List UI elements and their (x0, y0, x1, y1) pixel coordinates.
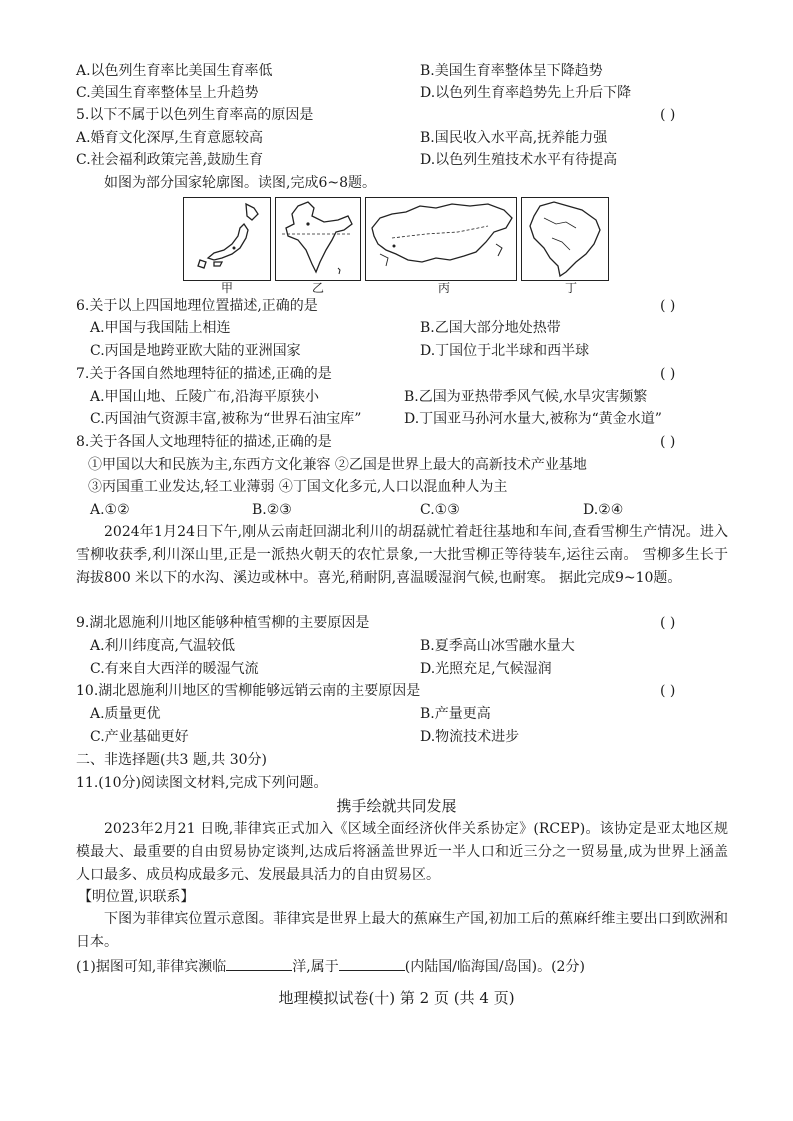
map-yi-india (275, 197, 361, 281)
q6-stem: 6.关于以上四国地理位置描述,正确的是 (76, 298, 318, 314)
q10-option-d: D.物流技术进步 (420, 729, 520, 745)
q7-option-b: B.乙国为亚热带季风气候,水旱灾害频繁 (404, 389, 648, 405)
q11-paragraph-2: 下图为菲律宾位置示意图。菲律宾是世界上最大的蕉麻生产国,初加工后的蕉麻纤维主要出口到欧洲和日本。 (76, 911, 728, 950)
q9-option-d: D.光照充足,气候湿润 (420, 661, 552, 677)
q5-option-a: A.婚育文化深厚,生育意愿较高 (76, 130, 264, 146)
q10-answer-paren: ( ) (660, 683, 676, 699)
q8-answer-paren: ( ) (660, 434, 676, 450)
map-jia-japan (183, 197, 271, 281)
q11-subquestion-1 (76, 958, 585, 976)
q8-option-d: D.②④ (583, 502, 624, 518)
intro-6-8: 如图为部分国家轮廓图。读图,完成6~8题。 (104, 175, 376, 191)
q6-option-a: A.甲国与我国陆上相连 (90, 320, 231, 336)
q6-option-d: D.丁国位于北半球和西半球 (420, 343, 590, 359)
q7-option-d: D.丁国亚马孙河水量大,被称为“黄金水道” (404, 411, 662, 427)
map-label-bing: 丙 (438, 281, 451, 295)
q9-stem: 9.湖北恩施利川地区能够种植雪柳的主要原因是 (76, 615, 370, 631)
q9-option-c: C.有来自大西洋的暖湿气流 (90, 661, 259, 677)
map-label-jia: 甲 (221, 281, 234, 295)
q11-sq1-text-b: 洋,属于 (292, 959, 339, 975)
q5-option-c: C.社会福利政策完善,鼓励生育 (76, 152, 264, 168)
q7-option-a: A.甲国山地、丘陵广布,沿海平原狭小 (90, 389, 320, 405)
q8-statements-1-2: ①甲国以大和民族为主,东西方文化兼容 ②乙国是世界上最大的高新技术产业基地 (88, 457, 587, 473)
section-2-heading: 二、非选择题(共3 题,共 30分) (76, 752, 267, 768)
q5-stem: 5.以下不属于以色列生育率高的原因是 (76, 107, 314, 123)
q7-answer-paren: ( ) (660, 366, 676, 382)
q5-answer-paren: ( ) (660, 107, 676, 123)
q11-sq1-text-a: (1)据图可知,菲律宾濒临 (76, 959, 227, 975)
q8-option-c: C.①③ (420, 502, 460, 518)
map-label-ding: 丁 (565, 281, 578, 295)
q7-stem: 7.关于各国自然地理特征的描述,正确的是 (76, 366, 332, 382)
q11-sq1-text-c: (内陆国/临海国/岛国)。(2分) (404, 959, 585, 975)
map-bing-russia (365, 197, 517, 281)
q4-option-a: A.以色列生育率比美国生育率低 (76, 63, 273, 79)
q11-subheading: 【明位置,识联系】 (78, 889, 195, 905)
q6-answer-paren: ( ) (660, 298, 676, 314)
passage-9-10: 2024年1月24日下午,刚从云南赶回湖北利川的胡磊就忙着赶往基地和车间,查看雪柳生产情况。进入雪柳收获季,利川深山里,正是一派热火朝天的农忙景象,一大批雪柳正等待装车,运往云南。 雪柳多生长于海拔800 米以下的水沟、溪边或林中。喜光,稍耐阴,喜温暖湿润气候,也耐寒。 据此完成9~10题。 (76, 524, 728, 586)
q9-option-b: B.夏季高山冰雪融水量大 (420, 638, 575, 654)
q11-paragraph-1: 2023年2月21 日晚,菲律宾正式加入《区域全面经济伙伴关系协定》(RCEP)。该协定是亚太地区规模最大、最重要的自由贸易协定谈判,达成后将涵盖世界近一半人口和近三分之一贸易量,成为世界上涵盖人口最多、成员构成最多元、发展最具活力的自由贸易区。 (76, 821, 728, 883)
q8-option-a: A.①② (90, 502, 130, 518)
country-outline-maps (183, 197, 609, 281)
q8-statements-3-4: ③丙国重工业发达,轻工业薄弱 ④丁国文化多元,人口以混血种人为主 (88, 479, 508, 495)
q10-option-c: C.产业基础更好 (90, 729, 189, 745)
q4-option-c: C.美国生育率整体呈上升趋势 (76, 85, 259, 101)
q11-material-title: 携手绘就共同发展 (336, 797, 457, 815)
q11-sq1-blank-ocean[interactable] (226, 958, 292, 971)
q7-option-c: C.丙国油气资源丰富,被称为“世界石油宝库” (90, 411, 362, 427)
q10-option-b: B.产量更高 (420, 706, 491, 722)
q6-option-c: C.丙国是地跨亚欧大陆的亚洲国家 (90, 343, 301, 359)
q5-option-b: B.国民收入水平高,抚养能力强 (420, 130, 608, 146)
q9-option-a: A.利川纬度高,气温较低 (90, 638, 236, 654)
q10-option-a: A.质量更优 (90, 706, 161, 722)
q9-answer-paren: ( ) (660, 615, 676, 631)
map-ding-brazil (521, 197, 609, 281)
q11-sq1-blank-type[interactable] (339, 958, 405, 971)
map-label-yi: 乙 (312, 281, 325, 295)
q10-stem: 10.湖北恩施利川地区的雪柳能够远销云南的主要原因是 (76, 683, 421, 699)
q5-option-d: D.以色列生殖技术水平有待提高 (420, 152, 618, 168)
q11-stem: 11.(10分)阅读图文材料,完成下列问题。 (76, 775, 328, 791)
q8-stem: 8.关于各国人文地理特征的描述,正确的是 (76, 434, 332, 450)
q4-option-d: D.以色列生育率趋势先上升后下降 (420, 85, 632, 101)
q4-option-b: B.美国生育率整体呈下降趋势 (420, 63, 603, 79)
q6-option-b: B.乙国大部分地处热带 (420, 320, 561, 336)
page-footer: 地理模拟试卷(十) 第 2 页 (共 4 页) (278, 989, 515, 1007)
q8-option-b: B.②③ (252, 502, 292, 518)
